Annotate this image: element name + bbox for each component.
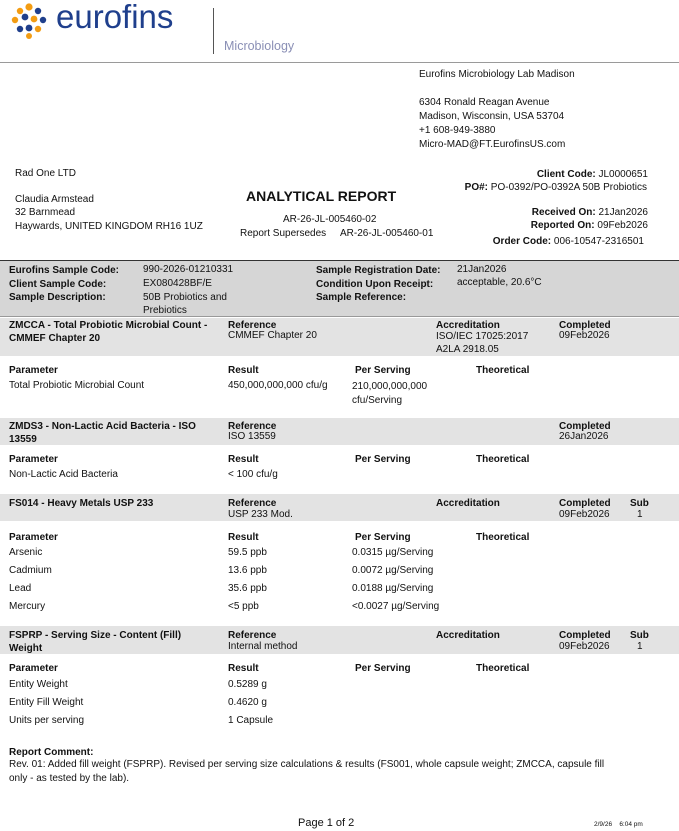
print-time: 6:04 pm [619, 821, 643, 828]
per-serving-header: Per Serving [355, 365, 411, 376]
completed-value: 09Feb2026 [559, 330, 610, 341]
theoretical-header: Theoretical [476, 454, 530, 465]
table-row-per-serving: 210,000,000,000 [352, 381, 428, 392]
table-row-per-serving: 0.0072 µg/Serving [352, 565, 434, 576]
sample-description-line2: Prebiotics [143, 305, 187, 316]
client-code-line [537, 169, 648, 180]
parameter-header: Parameter [9, 663, 58, 674]
supersedes-label: Report Supersedes [240, 228, 327, 239]
reference-value: Internal method [228, 641, 298, 652]
table-row-parameter: Non-Lactic Acid Bacteria [9, 469, 118, 480]
client-city: Haywards, UNITED KINGDOM RH16 1UZ [15, 221, 203, 232]
section-title-line2: 13559 [9, 434, 37, 445]
condition-label: Condition Upon Receipt: [316, 279, 434, 290]
reported-value: 09Feb2026 [597, 220, 648, 231]
sample-code-label: Eurofins Sample Code: [9, 265, 120, 276]
comment-label: Report Comment: [9, 747, 94, 758]
table-row-per-serving-unit: cfu/Serving [352, 395, 403, 406]
reference-label: Reference [228, 630, 277, 641]
registration-date-label: Sample Registration Date: [316, 265, 441, 276]
report-number: AR-26-JL-005460-02 [283, 214, 377, 225]
received-value: 21Jan2026 [598, 207, 648, 218]
lab-street: 6304 Ronald Reagan Avenue [419, 97, 550, 108]
client-street: 32 Barnmead [15, 207, 76, 218]
accreditation-value: ISO/IEC 17025:2017 [436, 331, 529, 342]
report-title: ANALYTICAL REPORT [246, 188, 397, 204]
accreditation-label: Accreditation [436, 630, 500, 641]
result-header: Result [228, 454, 259, 465]
table-row-parameter: Lead [9, 583, 32, 594]
result-header: Result [228, 365, 259, 376]
sub-label: Sub [630, 498, 649, 509]
lab-address [419, 68, 575, 152]
per-serving-header: Per Serving [355, 663, 411, 674]
table-row-result: 1 Capsule [228, 715, 274, 726]
lab-city: Madison, Wisconsin, USA 53704 [419, 111, 565, 122]
sample-reference-label: Sample Reference: [316, 292, 407, 303]
table-row-result: 35.6 ppb [228, 583, 267, 594]
order-label: Order Code: [492, 236, 552, 247]
completed-value: 26Jan2026 [559, 431, 609, 442]
table-row-parameter: Units per serving [9, 715, 85, 726]
division-name: Microbiology [224, 39, 295, 53]
received-line [532, 207, 648, 218]
completed-value: 09Feb2026 [559, 509, 610, 520]
table-row-result: < 100 cfu/g [228, 469, 278, 480]
reported-label: Reported On: [530, 220, 595, 231]
table-row-parameter: Entity Weight [9, 679, 68, 690]
parameter-header: Parameter [9, 454, 58, 465]
order-value: 006-10547-2316501 [553, 236, 644, 247]
table-row-per-serving: 0.0188 µg/Serving [352, 583, 434, 594]
sub-value: 1 [637, 509, 643, 520]
po-label: PO#: [464, 182, 489, 193]
eurofins-logo-icon [10, 2, 48, 40]
sample-code-value: 990-2026-01210331 [143, 264, 234, 275]
table-row-parameter: Entity Fill Weight [9, 697, 84, 708]
client-code-label: Client Code: [536, 169, 596, 180]
sample-description-line1: 50B Probiotics and [143, 292, 227, 303]
parameter-header: Parameter [9, 532, 58, 543]
supersedes-value: AR-26-JL-005460-01 [340, 228, 434, 239]
result-header: Result [228, 663, 259, 674]
per-serving-header: Per Serving [355, 532, 411, 543]
po-value: PO-0392/PO-0392A 50B Probiotics [490, 182, 647, 193]
table-row-result: 59.5 ppb [228, 547, 267, 558]
parameter-header: Parameter [9, 365, 58, 376]
print-timestamp [594, 821, 643, 828]
per-serving-header: Per Serving [355, 454, 411, 465]
client-company: Rad One LTD [15, 168, 76, 179]
table-row-parameter: Arsenic [9, 547, 43, 558]
completed-label: Completed [559, 320, 611, 331]
table-row-per-serving: <0.0027 µg/Serving [352, 601, 440, 612]
table-row-per-serving: 0.0315 µg/Serving [352, 547, 434, 558]
header-rule [0, 62, 679, 63]
completed-label: Completed [559, 630, 611, 641]
section-title-line2: Weight [9, 643, 43, 654]
page-number: Page 1 of 2 [298, 817, 355, 829]
accreditation-label: Accreditation [436, 320, 500, 331]
comment-line2: only - as tested by the lab). [9, 773, 130, 784]
sub-value: 1 [637, 641, 643, 652]
section-title-line2: CMMEF Chapter 20 [9, 333, 101, 344]
sample-description-label: Sample Description: [9, 292, 106, 303]
po-line [465, 182, 647, 193]
registration-date-value: 21Jan2026 [457, 264, 507, 275]
section-title: ZMDS3 - Non-Lactic Acid Bacteria - ISO [9, 421, 196, 432]
accreditation-label: Accreditation [436, 498, 500, 509]
reference-value: CMMEF Chapter 20 [228, 330, 317, 341]
client-contact: Claudia Armstead [15, 194, 94, 205]
reference-value: ISO 13559 [228, 431, 276, 442]
theoretical-header: Theoretical [476, 532, 530, 543]
theoretical-header: Theoretical [476, 365, 530, 376]
completed-label: Completed [559, 421, 611, 432]
table-row-result: 0.4620 g [228, 697, 267, 708]
print-date: 2/9/26 [594, 821, 613, 828]
table-row-parameter: Cadmium [9, 565, 52, 576]
received-label: Received On: [531, 207, 596, 218]
reference-label: Reference [228, 421, 277, 432]
table-row-parameter: Mercury [9, 601, 46, 612]
lab-email: Micro-MAD@FT.EurofinsUS.com [419, 139, 566, 150]
table-row-result: 450,000,000,000 cfu/g [228, 380, 328, 391]
section-title: ZMCCA - Total Probiotic Microbial Count - [9, 320, 208, 331]
order-line [493, 236, 644, 247]
table-row-result: 0.5289 g [228, 679, 267, 690]
theoretical-header: Theoretical [476, 663, 530, 674]
accreditation-value-line2: A2LA 2918.05 [436, 344, 499, 355]
result-header: Result [228, 532, 259, 543]
section-title: FS014 - Heavy Metals USP 233 [9, 498, 154, 509]
table-row-result: <5 ppb [228, 601, 259, 612]
header-divider [213, 8, 214, 54]
sub-label: Sub [630, 630, 649, 641]
lab-name: Eurofins Microbiology Lab Madison [419, 69, 575, 80]
client-sample-code-label: Client Sample Code: [9, 279, 107, 290]
reference-label: Reference [228, 320, 277, 331]
reference-value: USP 233 Mod. [228, 509, 293, 520]
completed-value: 09Feb2026 [559, 641, 610, 652]
client-code-value: JL0000651 [598, 169, 648, 180]
table-row-parameter: Total Probiotic Microbial Count [9, 380, 145, 391]
condition-value: acceptable, 20.6°C [457, 277, 542, 288]
section-title: FSPRP - Serving Size - Content (Fill) [9, 630, 182, 641]
completed-label: Completed [559, 498, 611, 509]
brand-wordmark: eurofins [56, 0, 174, 35]
reported-line [531, 220, 648, 231]
table-row-result: 13.6 ppb [228, 565, 267, 576]
client-sample-code-value: EX080428BF/E [143, 278, 212, 289]
reference-label: Reference [228, 498, 277, 509]
comment-line1: Rev. 01: Added fill weight (FSPRP). Revised per serving size calculations & results (FS001, whole capsule weight; ZMCCA, capsule fill [9, 759, 605, 770]
lab-phone: +1 608-949-3880 [419, 125, 496, 136]
